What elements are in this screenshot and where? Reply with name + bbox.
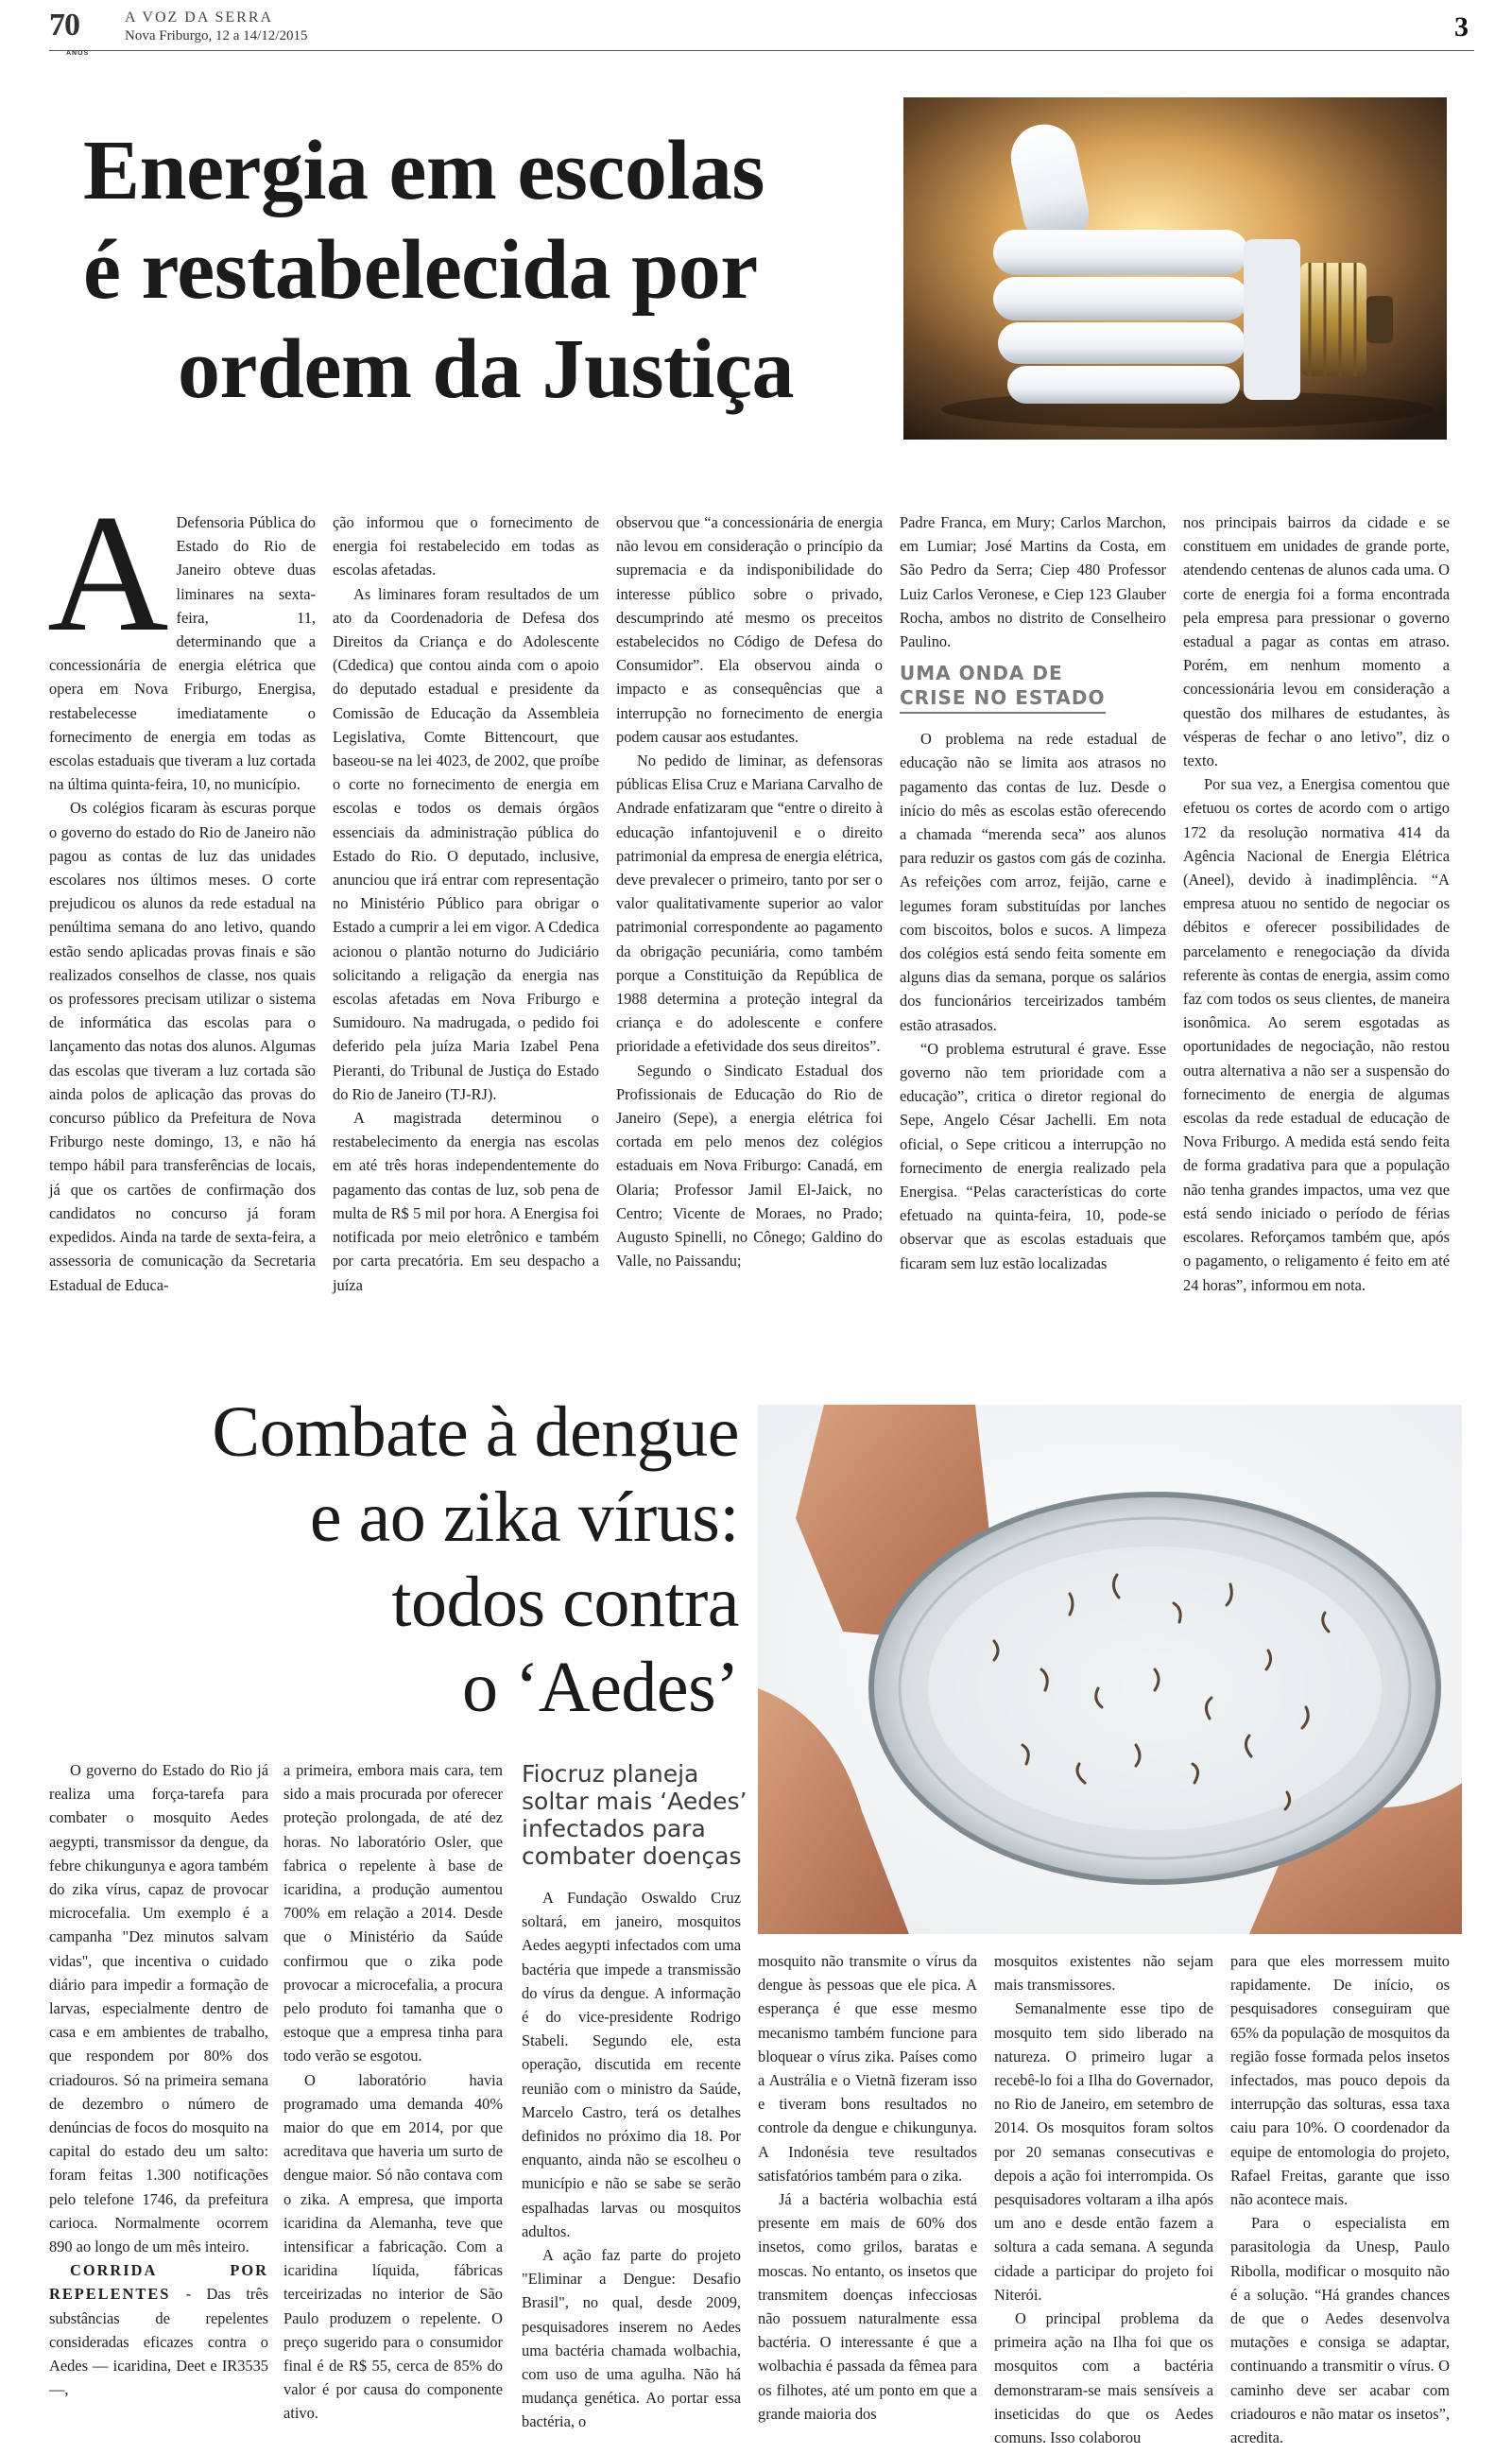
article2-paragraph: O governo do Estado do Rio já realiza uma força-tarefa para combater o mosquito Aedes aegypti, transmissor da dengue, da febre chikungunya e agora também do zika vírus, capaz de provocar microcefalia. Um exemplo é a campanha "Dez minutos salvam vidas", que incentiva o cuidado diário para impedir a formação de larvas, especialmente dentro de casa e em ambientes de trabalho, que respondem por 80% dos criadouros. Só na primeira semana de dezembro o número de denúncias de focos do mosquito na capital do estado deu um salto: foram feitas 1.300 notificações pelo telefone 1746, da prefeitura carioca. Normalmente ocorrem 890 ao longo de um mês inteiro. <box>49 1761 268 2256</box>
article2-column-4 <box>758 1949 977 2426</box>
article2-paragraph: a primeira, embora mais cara, tem sido a mais procurada por oferecer proteção prolongada, de até dez horas. No laboratório Osler, que fabrica o repelente à base de icaridina, a produção aumentou 700% em relação a 2014. Desde que o Ministério da Saúde confirmou que o zika pode provocar a microcefalia, a procura pelo produto foi tamanha que o estoque que a empresa tinha para todo verão se esgotou. <box>284 1761 503 2065</box>
article1-subhead <box>900 661 1166 714</box>
article2-paragraph: Para o especialista em parasitologia da Unesp, Paulo Ribolla, modificar o mosquito não é a solução. “Há grandes chances de que o Aedes desenvolva mutações e consiga se adaptar, continuando a transmitir o vírus. O caminho deve ser acabar com criadouros e não matar os insetos”, acredita. <box>1230 2214 1450 2447</box>
article2-headline-line: todos contra <box>391 1563 739 1642</box>
article2-column-2 <box>284 1758 503 2426</box>
article1-paragraph: observou que “a concessionária de energia não levou em consideração o princípio da supremacia e da indisponibilidade do interesse público sobre o privado, descumprindo até mesmo os preceitos estabelecidos no Código de Defesa do Consumidor”. Ela observou ainda o impacto e as consequências que a interrupção no fornecimento de energia podem causar aos estudantes. <box>616 513 883 746</box>
article2-headline-line: o ‘Aedes’ <box>461 1648 739 1727</box>
article2-paragraph: para que eles morressem muito rapidamente. De início, os pesquisadores conseguiram que 65% da população de mosquitos da região fosse formada pelos insetos infectados, mas pouco depois da interrupção das solturas, essa taxa caiu para 10%. O coordenador da equipe de entomologia do projeto, Rafael Freitas, garante que isso não acontece mais. <box>1230 1952 1450 2209</box>
article2-paragraph: mosquitos existentes não sejam mais transmissores. <box>994 1952 1213 1995</box>
article1-headline-line: é restabelecida por <box>83 223 758 317</box>
article2-column-5 <box>994 1949 1213 2449</box>
article1-column-5 <box>1183 510 1450 1297</box>
anniversary-logo: 70 ANOS <box>49 8 108 47</box>
deck-line: soltar mais ‘Aedes’ <box>522 1788 747 1815</box>
article2-paragraph: A ação faz parte do projeto "Eliminar a Dengue: Desafio Brasil", no qual, desde 2009, pesquisadores inserem no Aedes uma bactéria chamada wolbachia, com uso de uma agulha. Não há mudança genética. Ao portar essa bactéria, o <box>522 2246 741 2431</box>
article1-headline-line: ordem da Justiça <box>178 322 794 416</box>
deck-line: Fiocruz planeja <box>522 1760 699 1788</box>
article1-paragraph: Os colégios ficaram às escuras porque o governo do estado do Rio de Janeiro não pagou as contas de luz das unidades escolares nos últimos meses. O corte prejudicou os alunos da rede estadual na penúltima semana do ano letivo, quando estão sendo aplicadas provas finais e são realizados conselhos de classe, nos quais os professores precisam utilizar o sistema de informática das escolas para o lançamento das notas dos alunos. Algumas das escolas que tiveram a luz cortada são ainda polos de aplicação das provas do concurso público da Prefeitura de Nova Friburgo neste domingo, 13, e não há tempo hábil para transferências de locais, já que os cartões de confirmação dos candidatos no concurso já foram expedidos. Ainda na tarde de sexta-feira, a assessoria de comunicação da Secretaria Estadual de Educa- <box>49 799 316 1294</box>
article1-paragraph: Segundo o Sindicato Estadual dos Profissionais de Educação do Rio de Janeiro (Sepe), a energia elétrica foi cortada em pelo menos dez colégios estaduais em Nova Friburgo: Canadá, em Olaria; Professor Jamil El-Jaick, no Centro; Vicente de Moraes, no Prado; Augusto Spinelli, no Cônego; Galdino do Valle, no Paissandu; <box>616 1061 883 1270</box>
article1-paragraph: Padre Franca, em Mury; Carlos Marchon, em Lumiar; José Martins da Costa, em São Pedro da Serra; Ciep 480 Professor Luiz Carlos Veronese, e Ciep 123 Glauber Rocha, ambos no distrito de Conselheiro Paulino. <box>900 513 1166 651</box>
article2-paragraph <box>49 2258 268 2401</box>
logo-subtitle: ANOS <box>66 50 90 57</box>
article1-headline-line: Energia em escolas <box>83 124 765 217</box>
article2-headline <box>49 1390 739 1730</box>
article1-paragraph: As liminares foram resultados de um ato da Coordenadoria de Defesa dos Direitos da Criança e do Adolescente (Cdedica) que contou ainda com o apoio do deputado estadual e presidente da Comissão de Educação da Assembleia Legislativa, Comte Bittencourt, que baseou-se na lei 4023, de 2002, que proíbe o corte no fornecimento de energia em escolas e todos os demais órgãos essenciais da administração pública do Estado do Rio. O deputado, inclusive, anunciou que irá entrar com representação no Ministério Público para obrigar o Estado a cumprir a lei em vigor. A Cdedica acionou o plantão noturno do Judiciário solicitando a religação da energia nas escolas afetadas em Nova Friburgo e Sumidouro. Na madrugada, o pedido foi deferido pela juíza Maria Izabel Pena Pieranti, do Tribunal de Justiça do Estado do Rio de Janeiro (TJ-RJ). <box>333 584 599 1103</box>
article1-paragraph: “O problema estrutural é grave. Esse governo não tem prioridade com a educação”, critica o diretor regional do Sepe, Angelo César Jachelli. Em nota oficial, o Sepe criticou a interrupção no fornecimento de energia realizado pela Energisa. “Pelas características do corte efetuado na quinta-feira, 10, pode-se observar que as escolas estaduais que ficaram sem luz estão localizadas <box>900 1039 1166 1272</box>
article1-paragraph: No pedido de liminar, as defensoras públicas Elisa Cruz e Mariana Carvalho de Andrade enfatizaram que “entre o direito à educação infantojuvenil e o direito patrimonial da empresa de energia elétrica, deve prevalecer o primeiro, tanto por ser o valor qualitativamente superior ao valor patrimonial correspondente ao pagamento da obrigação pecuniária, como também porque a Constituição da República de 1988 determina a proteção integral da criança e do adolescente e confere prioridade a efetividade dos seus direitos”. <box>616 752 883 1056</box>
article2-photo <box>758 1405 1462 1934</box>
article1-photo <box>903 97 1447 440</box>
article2-headline-line: e ao zika vírus: <box>309 1478 739 1557</box>
subhead-line: CRISE NO ESTADO <box>900 685 1106 714</box>
article2-headline-line: Combate à dengue <box>212 1392 739 1472</box>
newspaper-name: A VOZ DA SERRA <box>125 9 274 26</box>
article1-paragraph: nos principais bairros da cidade e se constituem em unidades de grande porte, atendendo centenas de alunos cada uma. O corte de energia foi a forma encontrada pela empresa para pressionar o governo estadual a pagar as contas em atraso. Porém, em nenhum momento a concessionária levou em consideração a questão dos milhares de estudantes, às vésperas de fechar o ano letivo”, diz o texto. <box>1183 513 1450 770</box>
article1-paragraph: Por sua vez, a Energisa comentou que efetuou os cortes de acordo com o artigo 172 da resolução normativa 414 da Agência Nacional de Energia Elétrica (Aneel), devido à inadimplência. “A empresa atuou no sentido de negociar os débitos e oferecer possibilidades de parcelamento e renegociação da dívida referente às contas de energia, assim como faz com todos os seus clientes, de maneira isonômica. Ao serem esgotadas as oportunidades de negociação, não restou outra alternativa a não ser a suspensão do fornecimento de energia de algumas escolas da rede estadual de educação de Nova Friburgo. A medida está sendo feita de forma gradativa para que a população não tenha grandes impactos, uma vez que está sendo iniciado o período de férias escolares. Reforçamos também que, após o pagamento, o religamento é feito em até 24 horas”, informou em nota. <box>1183 775 1450 1294</box>
article2-paragraph: A Fundação Oswaldo Cruz soltará, em janeiro, mosquitos Aedes aegypti infectados com uma bactéria que impede a transmissão do vírus da dengue. A informação é do vice-presidente Rodrigo Stabeli. Segundo ele, esta operação, discutida em recente reunião com o ministro da Saúde, Marcelo Castro, terá os detalhes definidos no próximo dia 18. Por enquanto, ainda não se escolheu o município e não se sabe se serão espalhadas larvas ou mosquitos adultos. <box>522 1889 741 2240</box>
page-number: 3 <box>1454 11 1469 43</box>
article1-column-2 <box>333 510 599 1297</box>
article1-paragraph: Defensoria Pública do Estado do Rio de Janeiro obteve duas liminares na sexta-feira, 11, determinando que a concessionária de energia elétrica que opera em Nova Friburgo, Energisa, restabelecesse imediatamente o fornecimento de energia em todas as escolas estaduais que tiveram a luz cortada na última quinta-feira, 10, no município. <box>49 513 316 794</box>
article2-column-3 <box>522 1886 741 2434</box>
masthead <box>49 8 1474 57</box>
article2-inline-text: - Das três substâncias de repelentes consideradas eficazes contra o Aedes — icaridina, Deet e IR3535 —, <box>49 2285 268 2399</box>
deck-line: combater doenças <box>522 1842 742 1870</box>
article1-paragraph: O problema na rede estadual de educação não se limita aos atrasos no pagamento das contas de luz. Desde o início do mês as escolas estão oferecendo a chamada “merenda seca” aos alunos para reduzir os gastos com gás de cozinha. As refeições com arroz, feijão, carne e legumes foram substituídas por lanches com biscoitos, bolos e sucos. A limpeza dos colégios está sendo feita somente em alguns dias da semana, porque os salários dos funcionários terceirizados também estão atrasados. <box>900 730 1166 1034</box>
article2-deck <box>522 1760 748 1870</box>
article1-paragraph: ção informou que o fornecimento de energia foi restabelecido em todas as escolas afetadas. <box>333 513 599 579</box>
article1-column-1 <box>47 479 316 1297</box>
article1-column-4 <box>900 510 1166 1275</box>
article2-paragraph: Semanalmente esse tipo de mosquito tem sido liberado na natureza. O primeiro lugar a recebê-lo foi a Ilha do Governador, no Rio de Janeiro, em setembro de 2014. Os mosquitos foram soltos por 20 semanas consecutivas e depois a ação foi interrompida. Os pesquisadores voltaram a ilha após um ano e desde então fazem a soltura a cada semana. A segunda cidade a participar do projeto foi Niterói. <box>994 1999 1213 2304</box>
article1-column-3 <box>616 510 883 1273</box>
article2-paragraph: O principal problema da primeira ação na Ilha foi que os mosquitos com a bactéria demonstraram-se mais sensíveis a inseticidas do que os Aedes comuns. Isso colaborou <box>994 2309 1213 2447</box>
thumbs-up-bulb-image <box>903 97 1447 440</box>
article2-column-1 <box>49 1758 268 2401</box>
article2-paragraph: Já a bactéria wolbachia está presente em mais de 60% dos insetos, como grilos, baratas e moscas. No entanto, os insetos que transmitem doenças infecciosas não possuem naturalmente essa bactéria. O interessante é que a wolbachia é passada da fêmea para os filhotes, até um ponto em que a grande maioria dos <box>758 2190 977 2423</box>
deck-line: infectados para <box>522 1815 706 1842</box>
petri-dish-larvae-image <box>758 1405 1462 1934</box>
subhead-line: UMA ONDA DE <box>900 662 1063 685</box>
article1-headline <box>83 121 896 419</box>
edition-date: Nova Friburgo, 12 a 14/12/2015 <box>125 28 308 43</box>
article1-paragraph: A magistrada determinou o restabelecimento da energia nas escolas em até três horas independentemente do pagamento das contas de luz, sob pena de multa de R$ 5 mil por hora. A Energisa foi notificada por meio eletrônico e também por carta precatória. Em seu despacho a juíza <box>333 1109 599 1294</box>
article2-column-6 <box>1230 1949 1450 2449</box>
article2-paragraph: O laboratório havia programado uma demanda 40% maior do que em 2014, por que acreditava que haveria um surto de dengue maior. Só não contava com o zika. A empresa, que importa icaridina da Alemanha, teve que intensificar a fabricação. Com a icaridina líquida, fábricas terceirizadas no interior de São Paulo produzem o repelente. O preço sugerido para o consumidor final é de R$ 55, cerca de 85% do valor é por causa do componente ativo. <box>284 2070 503 2423</box>
dropcap-letter: A <box>47 479 169 666</box>
article2-paragraph: mosquito não transmite o vírus da dengue às pessoas que ele pica. A esperança é que esse mesmo mecanismo também funcione para bloquear o vírus zika. Países como a Austrália e o Vietnã fizeram isso e tiveram bons resultados no controle da dengue e chikungunya. A Indonésia teve resultados satisfatórios também para o zika. <box>758 1952 977 2185</box>
article2-inline-label: CORRIDA POR REPELENTES <box>49 2261 268 2304</box>
